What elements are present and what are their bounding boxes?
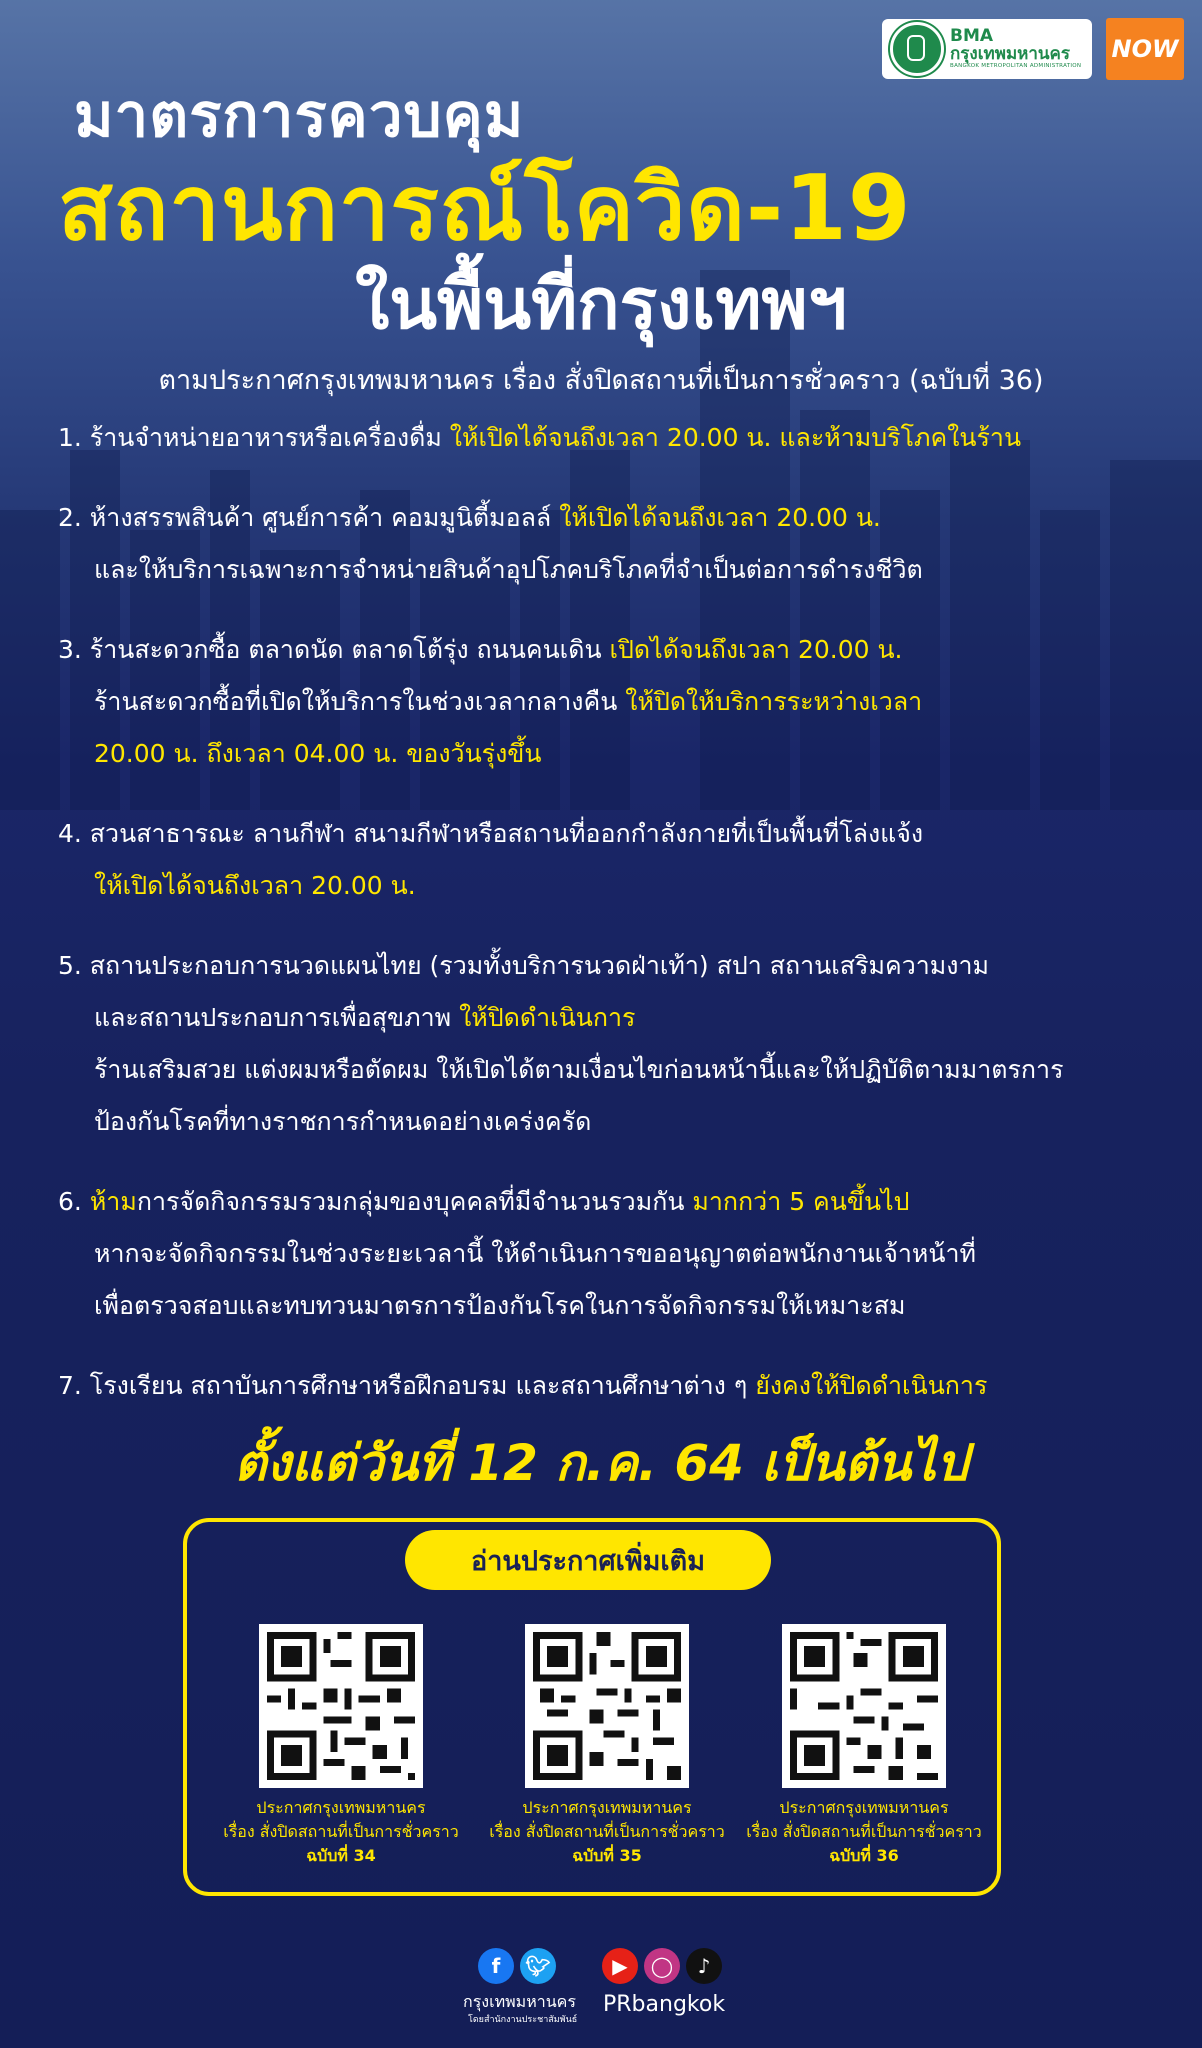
- measure-text: 3. ร้านสะดวกซื้อ ตลาดนัด ตลาดโต้รุ่ง ถนนคนเดิน: [58, 635, 610, 664]
- facebook-icon[interactable]: f: [478, 1948, 514, 1984]
- social-right: [602, 1948, 722, 1984]
- bma-name: กรุงเทพมหานคร: [950, 44, 1071, 65]
- qr-code-34[interactable]: [259, 1624, 423, 1788]
- header-logos: [882, 18, 1184, 80]
- bma-english-name: BANGKOK METROPOLITAN ADMINISTRATION: [950, 62, 1082, 69]
- measure-text: และให้บริการเฉพาะการจำหน่ายสินค้าอุปโภคบริโภคที่จำเป็นต่อการดำรงชีวิต: [94, 555, 923, 584]
- caption-issue: ฉบับที่ 34: [306, 1846, 376, 1865]
- twitter-icon[interactable]: 🐦︎: [520, 1948, 556, 1984]
- measure-highlight: เปิดได้จนถึงเวลา 20.00 น.: [609, 635, 903, 664]
- measure-text: 5. สถานประกอบการนวดแผนไทย (รวมทั้งบริการนวดฝ่าเท้า) สปา สถานเสริมความงาม: [58, 951, 989, 980]
- youtube-icon[interactable]: ▶: [602, 1948, 638, 1984]
- measure-highlight: ให้เปิดได้จนถึงเวลา 20.00 น.: [94, 871, 416, 900]
- qr-caption-34: [211, 1796, 471, 1868]
- prbangkok-handle: PRbangkok: [603, 1992, 726, 2017]
- measure-text: 1. ร้านจำหน่ายอาหารหรือเครื่องดื่ม: [58, 423, 450, 452]
- measure-text: 2. ห้างสรรพสินค้า ศูนย์การค้า คอมมูนิตี้มอลล์: [58, 503, 560, 532]
- measure-text: และสถานประกอบการเพื่อสุขภาพ: [94, 1003, 460, 1032]
- measures-list: [58, 412, 1168, 1440]
- qr-code-36[interactable]: [782, 1624, 946, 1788]
- measure-item-1: [58, 412, 1168, 464]
- measure-highlight: ให้ปิดให้บริการระหว่างเวลา: [625, 687, 923, 716]
- bma-abbr: BMA: [950, 26, 994, 47]
- instagram-icon[interactable]: ◯: [644, 1948, 680, 1984]
- qr-code-35[interactable]: [525, 1624, 689, 1788]
- qr-caption-35: [477, 1796, 737, 1868]
- caption-line: ประกาศกรุงเทพมหานคร: [522, 1798, 692, 1817]
- measure-highlight: ให้เปิดได้จนถึงเวลา 20.00 น. และห้ามบริโภคในร้าน: [449, 423, 1022, 452]
- measure-text: เพื่อตรวจสอบและทบทวนมาตรการป้องกันโรคในการจัดกิจกรรมให้เหมาะสม: [94, 1291, 906, 1320]
- bma-seal-icon: [890, 22, 944, 76]
- caption-line: ประกาศกรุงเทพมหานคร: [779, 1798, 949, 1817]
- caption-issue: ฉบับที่ 36: [829, 1846, 899, 1865]
- caption-line: เรื่อง สั่งปิดสถานที่เป็นการชั่วคราว: [223, 1822, 459, 1841]
- title-line-2: สถานการณ์โควิด-19: [58, 156, 912, 261]
- caption-line: เรื่อง สั่งปิดสถานที่เป็นการชั่วคราว: [746, 1822, 982, 1841]
- measure-item-3: [58, 624, 1168, 780]
- tiktok-icon[interactable]: ♪: [686, 1948, 722, 1984]
- qr-pattern: [267, 1632, 415, 1780]
- measure-text: 4. สวนสาธารณะ ลานกีฬา สนามกีฬาหรือสถานที่ออกกำลังกายที่เป็นพื้นที่โล่งแจ้ง: [58, 819, 924, 848]
- measure-highlight: ให้เปิดได้จนถึงเวลา 20.00 น.: [559, 503, 881, 532]
- now-logo: NOW: [1106, 18, 1184, 80]
- effective-date: ตั้งแต่วันที่ 12 ก.ค. 64 เป็นต้นไป: [234, 1434, 968, 1492]
- social-left: [478, 1948, 556, 1984]
- measure-text: ร้านสะดวกซื้อที่เปิดให้บริการในช่วงเวลากลางคืน: [94, 687, 626, 716]
- measure-item-4: [58, 808, 1168, 912]
- measure-highlight: ห้าม: [89, 1187, 137, 1216]
- qr-pattern: [533, 1632, 681, 1780]
- qr-pattern: [790, 1632, 938, 1780]
- title-line-1: มาตรการควบคุม: [74, 81, 525, 151]
- measure-text: ร้านเสริมสวย แต่งผมหรือตัดผม ให้เปิดได้ตามเงื่อนไขก่อนหน้านี้และให้ปฏิบัติตามมาตรการ: [94, 1055, 1064, 1084]
- measure-text: หากจะจัดกิจกรรมในช่วงระยะเวลานี้ ให้ดำเนินการขออนุญาตต่อพนักงานเจ้าหน้าที่: [94, 1239, 976, 1268]
- measure-item-7: [58, 1360, 1168, 1412]
- bma-footer-sub: โดยสำนักงานประชาสัมพันธ์: [468, 2015, 578, 2025]
- measure-item-5: [58, 940, 1168, 1148]
- measure-highlight: ให้ปิดดำเนินการ: [459, 1003, 636, 1032]
- measure-highlight: มากกว่า 5 คนขึ้นไป: [692, 1187, 910, 1216]
- subtitle: ตามประกาศกรุงเทพมหานคร เรื่อง สั่งปิดสถานที่เป็นการชั่วคราว (ฉบับที่ 36): [158, 365, 1044, 396]
- measure-text: 7. โรงเรียน สถาบันการศึกษาหรือฝึกอบรม และสถานศึกษาต่าง ๆ: [58, 1371, 756, 1400]
- caption-line: ประกาศกรุงเทพมหานคร: [256, 1798, 426, 1817]
- measure-number: 6.: [58, 1187, 90, 1216]
- measure-item-6: [58, 1176, 1168, 1332]
- bma-footer-name: กรุงเทพมหานคร: [463, 1992, 576, 2011]
- caption-issue: ฉบับที่ 35: [572, 1846, 642, 1865]
- measure-highlight: 20.00 น. ถึงเวลา 04.00 น. ของวันรุ่งขึ้น: [94, 739, 542, 768]
- measure-highlight: ยังคงให้ปิดดำเนินการ: [755, 1371, 988, 1400]
- measure-text: การจัดกิจกรรมรวมกลุ่มของบุคคลที่มีจำนวนรวมกัน: [136, 1187, 693, 1216]
- qr-caption-36: [734, 1796, 994, 1868]
- measure-text: ป้องกันโรคที่ทางราชการกำหนดอย่างเคร่งครัด: [94, 1107, 592, 1136]
- measure-item-2: [58, 492, 1168, 596]
- caption-line: เรื่อง สั่งปิดสถานที่เป็นการชั่วคราว: [489, 1822, 725, 1841]
- title-line-3: ในพื้นที่กรุงเทพฯ: [355, 263, 847, 345]
- bma-logo: [882, 19, 1092, 79]
- read-more-label: อ่านประกาศเพิ่มเติม: [405, 1530, 771, 1590]
